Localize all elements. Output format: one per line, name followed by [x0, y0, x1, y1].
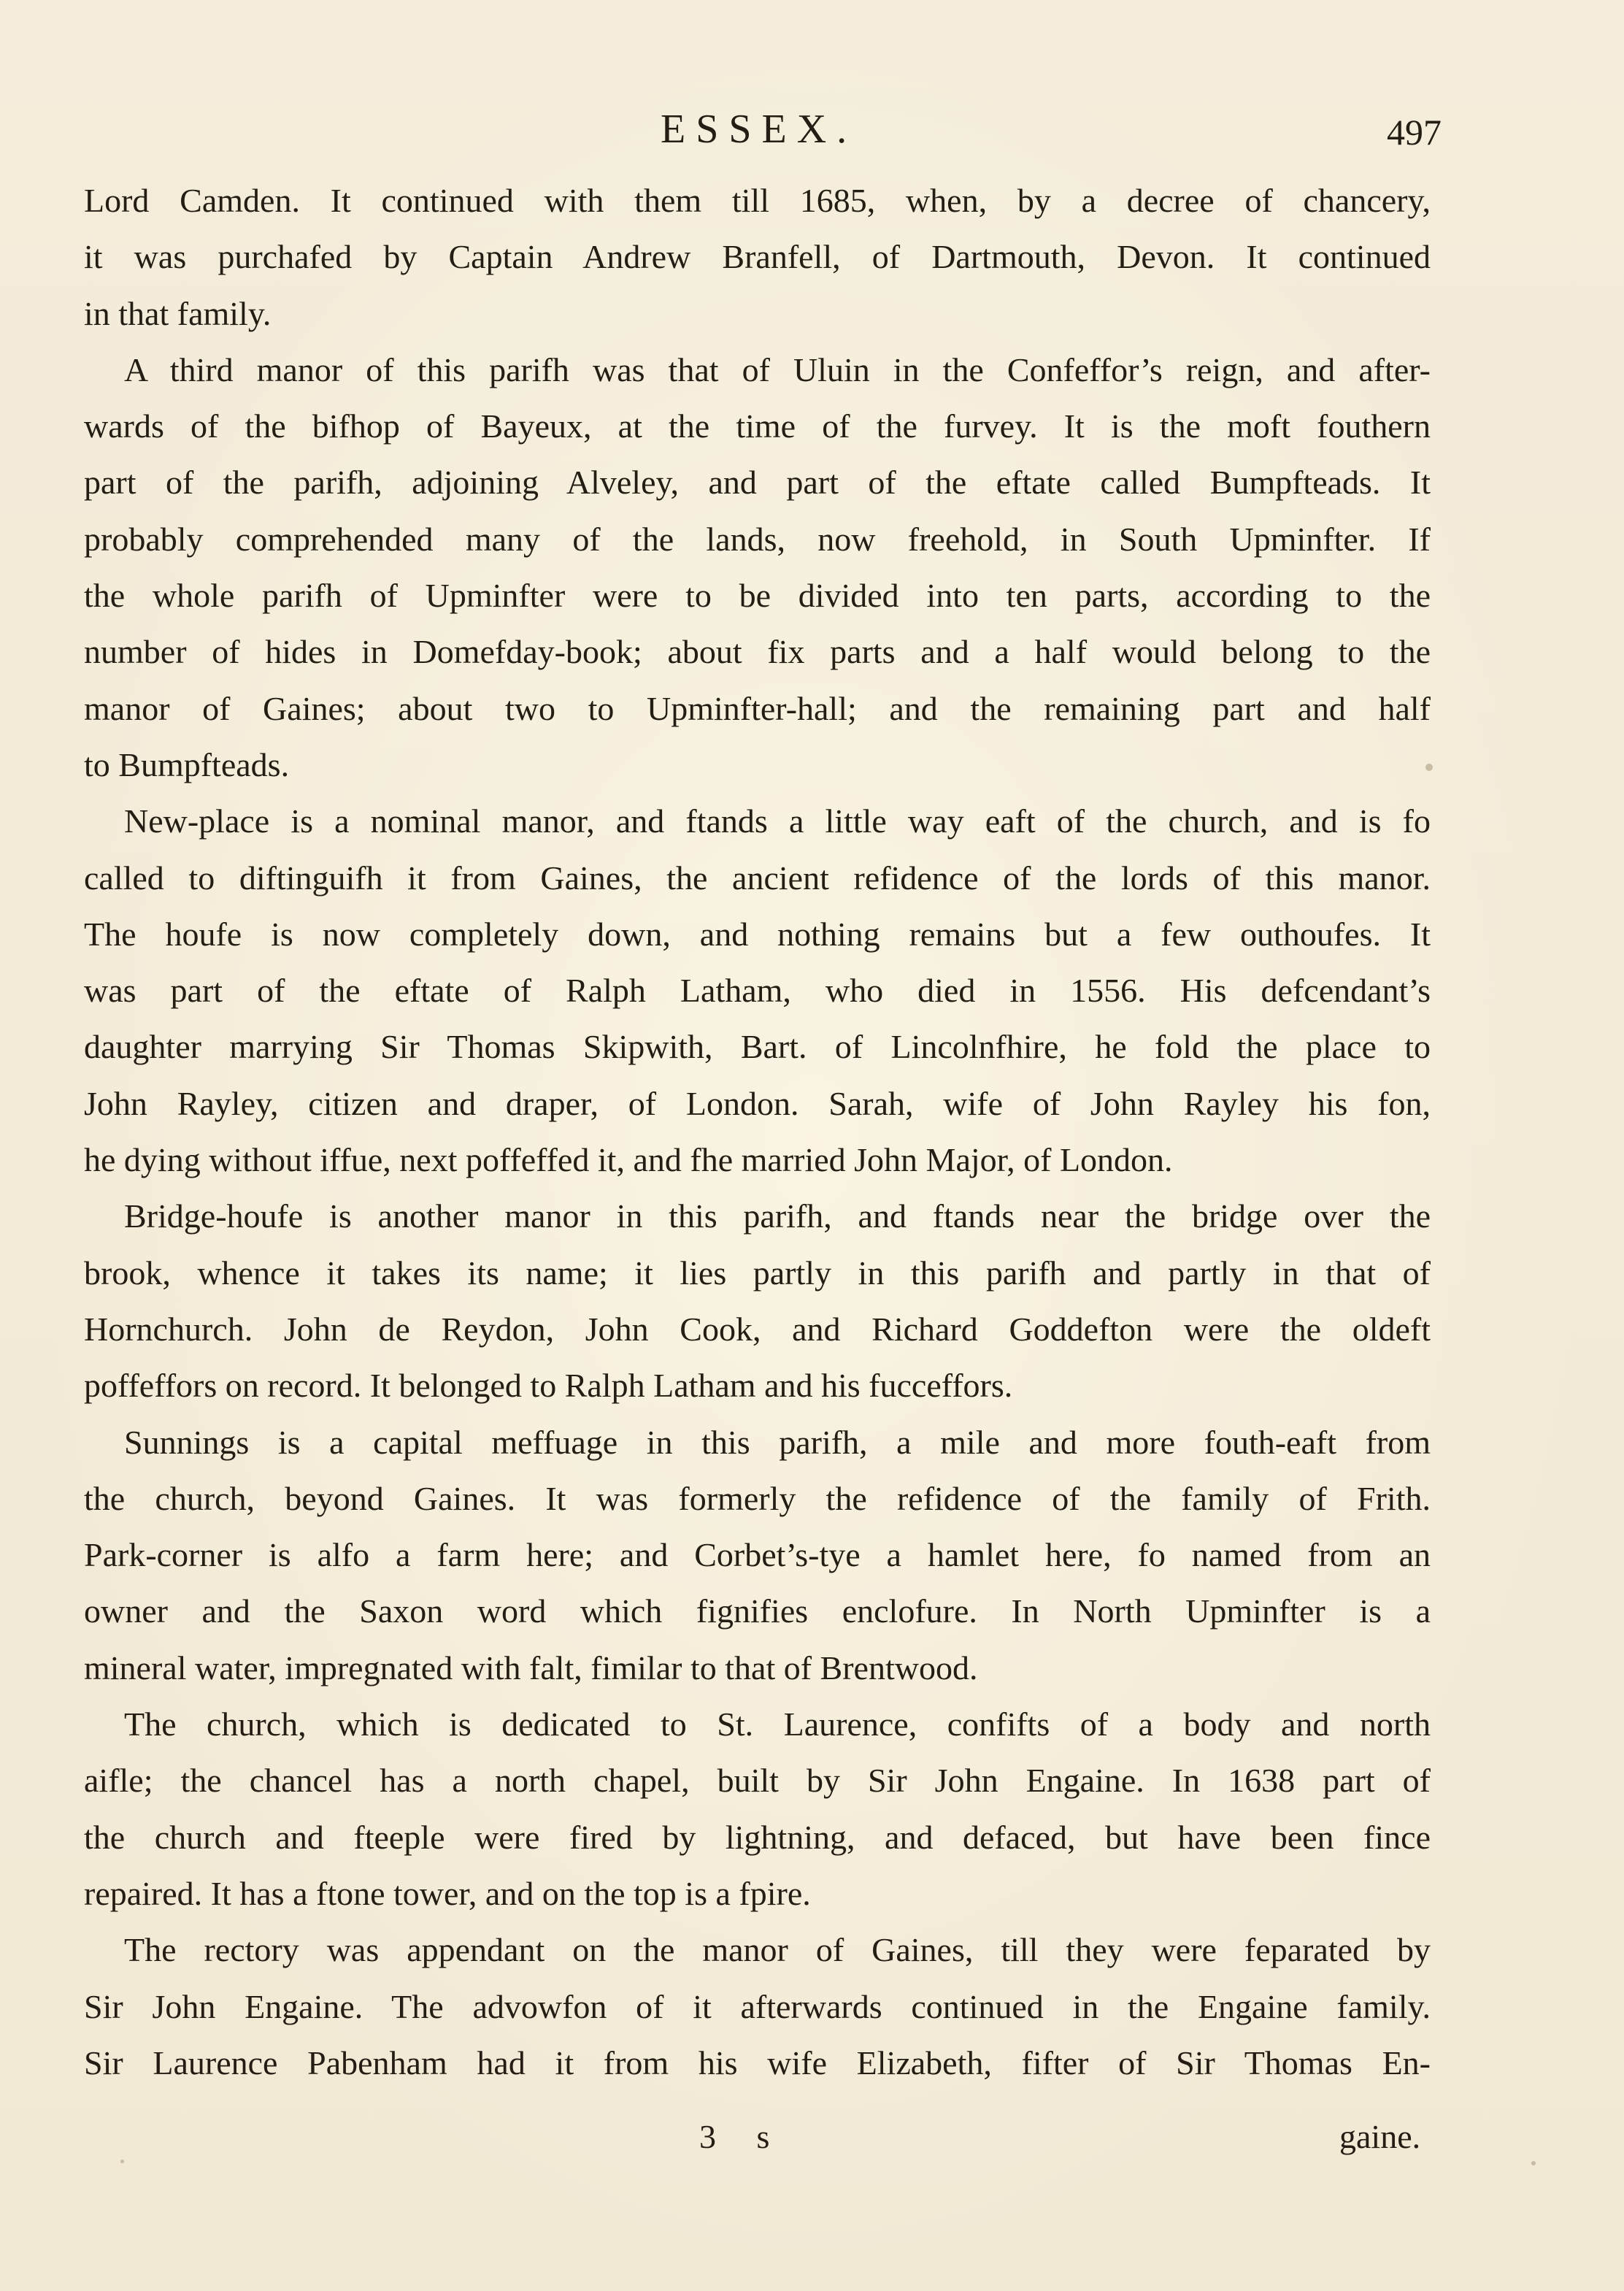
- text-line: owner and the Saxon word which fignifies enclofure. In North Upminfter is a: [84, 1592, 1431, 1630]
- text-line: mineral water, impregnated with falt, fimilar to that of Brentwood.: [84, 1649, 978, 1686]
- text-line: Sir Laurence Pabenham had it from his wife Elizabeth, fifter of Sir Thomas En-: [84, 2044, 1431, 2081]
- text-line: John Rayley, citizen and draper, of London. Sarah, wife of John Rayley his fon,: [84, 1084, 1431, 1122]
- text-line: he dying without iffue, next poffeffed it, and fhe married John Major, of London.: [84, 1141, 1173, 1179]
- text-line: Lord Camden. It continued with them till 1685, when, by a decree of chancery,: [84, 182, 1431, 219]
- text-line: the church and fteeple were fired by lightning, and defaced, but have been fince: [84, 1818, 1431, 1856]
- text-line: it was purchafed by Captain Andrew Branfell, of Dartmouth, Devon. It continued: [84, 238, 1431, 276]
- text-line: part of the parifh, adjoining Alveley, and part of the eftate called Bumpfteads. It: [84, 464, 1431, 502]
- text-line: aifle; the chancel has a north chapel, built by Sir John Engaine. In 1638 part of: [84, 1762, 1431, 1800]
- text-line: number of hides in Domefday-book; about fix parts and a half would belong to the: [84, 633, 1431, 671]
- body-text: [84, 172, 1431, 2091]
- text-line: in that family.: [84, 294, 272, 332]
- text-line: the whole parifh of Upminfter were to be divided into ten parts, according to the: [84, 577, 1431, 615]
- paragraph-start-line: New-place is a nominal manor, and ftands a little way eaft of the church, and is fo: [124, 802, 1431, 840]
- paragraph-start-line: The church, which is dedicated to St. Laurence, confifts of a body and north: [124, 1705, 1431, 1743]
- paragraph-start-line: Bridge-houfe is another manor in this parifh, and ftands near the bridge over the: [124, 1197, 1431, 1235]
- paper-speck: [1425, 764, 1433, 771]
- signature-mark: 3 s: [699, 2118, 786, 2155]
- paragraph-start-line: Sunnings is a capital meffuage in this parifh, a mile and more fouth-eaft from: [124, 1423, 1431, 1461]
- text-line: wards of the bifhop of Bayeux, at the time of the furvey. It is the moft fouthern: [84, 407, 1431, 445]
- text-line: Sir John Engaine. The advowfon of it afterwards continued in the Engaine family.: [84, 1987, 1431, 2025]
- text-line: repaired. It has a ftone tower, and on the top is a fpire.: [84, 1874, 811, 1912]
- running-head: ESSEX.: [661, 107, 858, 152]
- paragraph-start-line: A third manor of this parifh was that of Uluin in the Confeffor’s reign, and after-: [124, 350, 1431, 388]
- catchword: gaine.: [1339, 2118, 1421, 2155]
- text-line: the church, beyond Gaines. It was formerly the refidence of the family of Frith.: [84, 1479, 1431, 1517]
- text-line: called to diftinguifh it from Gaines, the ancient refidence of the lords of this manor.: [84, 859, 1431, 897]
- text-line: daughter marrying Sir Thomas Skipwith, Bart. of Lincolnfhire, he fold the place to: [84, 1028, 1431, 1066]
- text-line: brook, whence it takes its name; it lies partly in this parifh and partly in that of: [84, 1254, 1431, 1292]
- page-number: 497: [1387, 112, 1442, 153]
- text-line: The houfe is now completely down, and nothing remains but a few outhoufes. It: [84, 915, 1431, 953]
- text-line: to Bumpfteads.: [84, 745, 290, 783]
- text-line: manor of Gaines; about two to Upminfter-hall; and the remaining part and half: [84, 689, 1431, 727]
- text-line: Hornchurch. John de Reydon, John Cook, and Richard Goddefton were the oldeft: [84, 1310, 1431, 1348]
- text-line: Park-corner is alfo a farm here; and Corbet’s-tye a hamlet here, fo named from an: [84, 1536, 1431, 1574]
- paper-speck: [120, 2160, 124, 2163]
- paper-speck: [1531, 2161, 1536, 2165]
- page-footer: [0, 2117, 1624, 2176]
- text-line: poffeffors on record. It belonged to Ralph Latham and his fucceffors.: [84, 1367, 1013, 1405]
- text-line: was part of the eftate of Ralph Latham, who died in 1556. His defcendant’s: [84, 972, 1431, 1010]
- text-line: probably comprehended many of the lands, now freehold, in South Upminfter. If: [84, 520, 1431, 558]
- paragraph-start-line: The rectory was appendant on the manor of Gaines, till they were feparated by: [124, 1931, 1431, 1969]
